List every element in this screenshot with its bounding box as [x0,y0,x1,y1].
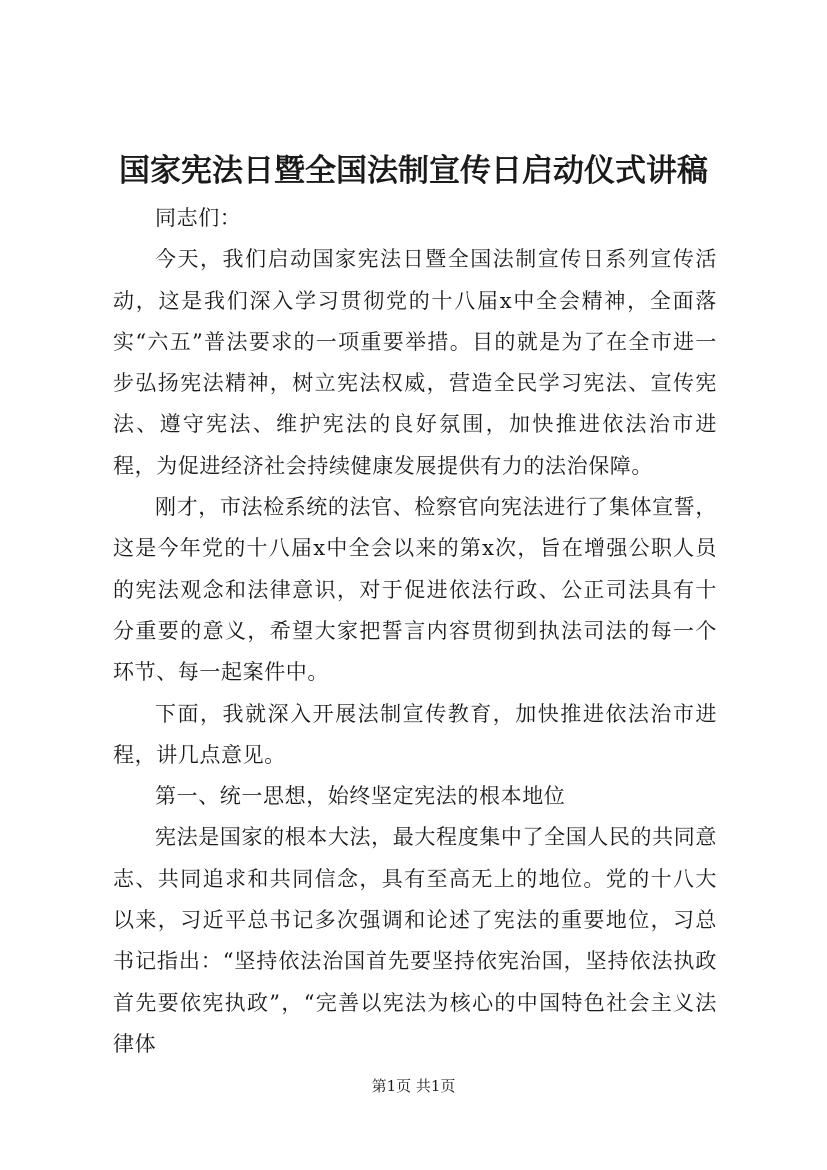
section-heading: 第一、统一思想，始终坚定宪法的根本地位 [155,784,566,809]
paragraph: 下面，我就深入开展法制宣传教育，加快推进依法治市进程，讲几点意见。 [113,701,717,767]
document-body [113,198,717,1065]
paragraph: 刚才，市法检系统的法官、检察官向宪法进行了集体宣誓，这是今年党的十八届x中全会以来的第x次，旨在增强公职人员的宪法观念和法律意识，对于促进依法行政、公正司法具有十分重要的意义，希望大家把誓言内容贯彻到执法司法的每一个环节、每一起案件中。 [113,495,717,685]
salutation: 同志们： [155,206,242,230]
document-title: 国家宪法日暨全国法制宣传日启动仪式讲稿 [119,153,708,189]
page-footer: 第1页 共1页 [371,1077,456,1095]
paragraph: 今天，我们启动国家宪法日暨全国法制宣传日系列宣传活动，这是我们深入学习贯彻党的十八届x中全会精神，全面落实“六五”普法要求的一项重要举措。目的就是为了在全市进一步弘扬宪法精神，树立宪法权威，营造全民学习宪法、宣传宪法、遵守宪法、维护宪法的良好氛围，加快推进依法治市进程，为促进经济社会持续健康发展提供有力的法治保障。 [113,247,717,478]
paragraph: 宪法是国家的根本大法，最大程度集中了全国人民的共同意志、共同追求和共同信念，具有至高无上的地位。党的十八大以来，习近平总书记多次强调和论述了宪法的重要地位，习总书记指出：“坚持依法治国首先要坚持依宪治国，坚持依法执政首先要依宪执政”，“完善以宪法为核心的中国特色社会主义法律体 [113,825,717,1056]
